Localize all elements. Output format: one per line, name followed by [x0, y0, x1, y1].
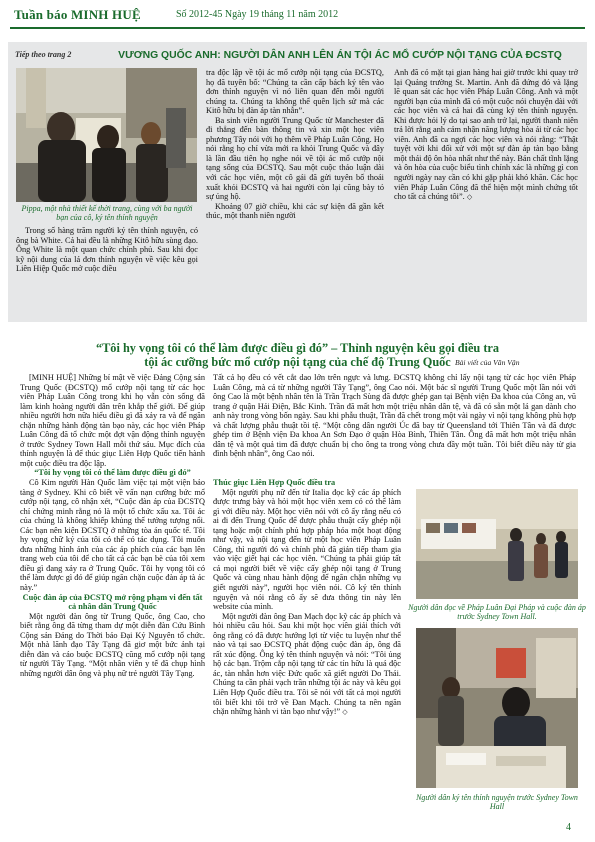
paragraph: Một người đàn ông từ Trung Quốc, ông Cao, cho biết rằng ông đã từng tham dự một diễn đàn Cứu Bình Cộng sản Đảng do Thời báo Đại Kỷ Nguyên tổ chức. Một nhà lãnh đạo Tây Tạng đã giơ một bức ảnh tại diễn đàn và cáo buộc ĐCSTQ cũng mổ cướp nội tạng từ người Tây Tạng. “Một nhân viên y tế đã chụp hình những người dân ông và phụ nữ trẻ người Tây Tạng.	[20, 611, 205, 678]
photo-illustration	[416, 489, 578, 599]
paragraph: Khoảng 07 giờ chiều, khi các sự kiện đã gần kết thúc, một thanh niên người	[206, 201, 384, 221]
paragraph: tra độc lập về tội ác mổ cướp nội tạng của ĐCSTQ, họ đã tuyên bố: “Chúng ta cần cấp bách ký tên vào đơn thỉnh nguyện vì nó liên quan đến mỗi người chúng ta. Chúng ta không thể quên lịch sử mà các Kitô hữu bị đàn áp tàn nhẫn”.	[206, 68, 384, 116]
photo-petition-signing	[16, 68, 197, 202]
paragraph-text: Một người đàn ông Đan Mạch đọc kỹ các áp phích và hỏi nhiều câu hỏi. Sau khi một học viên giải thích với ông rằng có đã được hướng lợi từ việc tu luyện như thế nào và tại sao ĐCSTQ phát động cuộc đàn áp, ông đã rất xúc động. Ông ký tên thỉnh nguyện và nói: “Tôi ủng hộ các bạn. Trộm cắp nội tạng từ các tín hữu là quá độc ác, tàn nhẫn hơn việc Đức quốc xã giết người Do Thái. Chúng ta cần phải vạch trần những tội ác này và kêu gọi Liên Hợp Quốc điều tra. Tôi sẽ nói với tất cả mọi người tôi biết khi tôi trở về Đan Mạch. Chúng ta nên ngăn chặn những hành vi tàn bạo như vậy!”	[213, 611, 401, 717]
paragraph: Trong số hàng trăm người ký tên thỉnh nguyện, có ông bà White. Cả hai đều là những Kitô hữu sùng đạo. Ông White là một quan chức chính phủ. Sau khi đọc kỹ nội dung của lá đơn thỉnh nguyện về việc kêu gọi Liên Hiệp Quốc mở cuộc điều	[16, 226, 198, 274]
paragraph: [MINH HUỆ] Những bí mật về việc Đảng Cộng sản Trung Quốc (ĐCSTQ) mổ cướp nội tạng từ các học viên Pháp Luân Công trong khi họ vẫn còn sống đã làm kinh hoàng người dân trên khắp thế giới. Để giúp nhiều người hơn nữa hiểu điều gì đã xảy ra và để ngăn chặn những hành động tàn bạo này, các học viên Pháp Luân Công đã tổ chức một đợt vận động thỉnh nguyện ở trước Sydney Town Hall mỗi thứ sáu. Mục đích của thỉnh nguyện là để thúc giục Liên Hợp Quốc tiến hành một cuộc điều tra độc lập.	[20, 373, 205, 468]
article-column-uk-1	[16, 226, 198, 274]
photo-caption-posters: Người dân đọc về Pháp Luân Đại Pháp và cuộc đàn áp trước Sydney Town Hall.	[408, 603, 586, 622]
photo-illustration	[416, 628, 578, 788]
paragraph	[394, 68, 578, 203]
article-headline-uk: VƯƠNG QUỐC ANH: NGƯỜI DÂN ANH LÊN ÁN TỘI ÁC MỔ CƯỚP NỘI TẠNG CỦA ĐCSTQ	[118, 50, 562, 61]
photo-poster-display	[416, 489, 578, 599]
issue-info: Số 2012-45 Ngày 19 tháng 11 năm 2012	[176, 9, 339, 20]
end-mark: ◇	[342, 708, 348, 717]
article-column-2-top	[213, 373, 576, 459]
end-mark: ◇	[466, 193, 473, 202]
article-headline-line2: tội ác cưỡng bức mổ cướp nội tạng của chế độ Trung Quốc	[144, 355, 451, 369]
paragraph: Cô Kim người Hàn Quốc làm việc tại một viện bảo tàng ở Sydney. Khi cô biết về vấn nạn cưỡng bức mổ cướp nội tạng, cô nhận xét, “Cuộc đàn áp của ĐCSTQ chỉ chứng minh rằng nó là một tổ chức xấu xa. Tôi ác của chúng là không khiếp khủng thế tưởng tượng nổi. Các bạn nên kiện ĐCSTQ ở những tòa án quốc tế. Tôi hy vọng chữ ký của tôi có thể có tác dụng. Tôi muốn đưa những hình ảnh của các áp phích của các bạn lên trang web của tôi để cho tất cả các bạn bè của tôi xem điều gì đang xảy ra ở Trung Quốc. Tôi hy vọng tôi có thể làm được gì đó để giúp ngăn chặn cuộc đàn áp tà ác này.”	[20, 478, 205, 593]
article-headline-line1: “Tôi hy vọng tôi có thể làm được điều gì đó” – Thỉnh nguyện kêu gọi điều tra	[95, 341, 500, 355]
article-column-uk-2	[206, 68, 384, 221]
paragraph: Một người phụ nữ đến từ Italia đọc kỹ các áp phích được trưng bày và hỏi một học viên xem có có thể làm gì với điều này. Một học viên nói với cô ấy rằng nếu có ai đi đến Trung Quốc để được phẫu thuật cấy ghép nội tạng hoặc một chính phủ hợp pháp hóa một hoạt động như vậy, và nội tạng đến từ một học viên Pháp Luân Công, thì người đó và chính phủ đã gián tiếp tham gia vào việc giết hại các học viên. “Chúng ta phải giúp tất cả mọi người biết về việc cấy ghép nội tạng ở Trung Quốc và cùng nhau hành động để ngăn chặn những vụ giết người này”, người học viên nói. Cô ký tên thỉnh nguyện và nói rằng cô ấy sẽ đưa thông tin này lên website của mình.	[213, 487, 401, 612]
byline: Bài viết của Văn Vận	[455, 358, 520, 367]
continued-label: Tiếp theo trang 2	[15, 50, 72, 59]
article-column-uk-3	[394, 68, 578, 203]
photo-illustration	[16, 68, 197, 202]
article-column-1	[20, 373, 205, 679]
subheading: Thúc giục Liên Hợp Quốc điều tra	[213, 478, 336, 487]
photo-caption-uk: Pippa, một nhà thiết kế thời trang, cùng với ba người bạn của cô, ký tên thỉnh nguyện	[21, 204, 193, 223]
paragraph	[213, 612, 401, 718]
paragraph-text: Anh đã có mặt tại gian hàng hai giờ trước khi quay trở lại Quảng trường St. Martin. Anh đã đứng đó và lặng lẽ quan sát các học viên Pháp Luân Công. Anh và một người bạn của mình đã có một cuộc nói chuyện dài với các học viên và cả hai đã cùng ký tên thỉnh nguyện. Khi được hỏi lý do tại sao anh trở lại, người thanh niên trả lời rằng anh cảm nhận năng lượng hòa ái từ các học viên. Anh đã ca ngợi các học viên và nói rằng: “Thật tuyệt vời khi đối xử với một sự đàn áp tàn bạo bằng một thái độ ôn hòa nhất như thế này. Bản chất tĩnh lặng và ôn hòa của cuộc biểu tình chính xác là những gì con người ngày nay cần có khi gặp phải khó khăn. Các học viên Pháp Luân Công đã thể hiện một mình chứng tốt cho tất cả chúng tôi”.	[394, 68, 578, 202]
article-column-2	[213, 478, 401, 718]
subheading: “Tôi hy vọng tôi có thể làm được điều gì đó”	[34, 468, 191, 478]
header-rule	[10, 27, 585, 29]
newspaper-title: Tuần báo MINH HUỆ	[14, 7, 141, 22]
paragraph: Tất cả họ đều có vết cắt dao lớn trên ngực và lưng. ĐCSTQ không chỉ lấy nội tạng từ các học viên Pháp Luân Công, mà cả từ những người Tây Tạng”, ông Cao nói. Một bác sĩ người Trung Quốc một lần nói với ông Cao là một bệnh nhân tên là Trần Trạch Sùng đã được ghép gan tại Bệnh viện Đa khoa của Công an, vũ trang ở quận Hải Điện, Bắc Kinh. Trần đã mất hơn một triệu nhân dân tệ, và đã có sẵn một lá gan dành cho anh này trong vòng bốn ngày. Sau khi phẫu thuật, Trần đã chết trong một vài ngày vì nội tạng không phù hợp và chất lượng phẫu thuật tồi tệ. “Một công dân người Úc đã bay từ Queensland tới Thiên Tân và đã được ghép tim ở Bệnh viện Đa khoa An Sơn Đạo ở quận Hòa Bình, Thiên Tân. Ông đã mất hơn một triệu nhân dân tệ và một quả tim đã được chuẩn bị cho ông ta trong vòng chưa đầy một tuần. Tôi biết điều này từ gia đình bệnh nhân”, ông Cao nói.	[213, 373, 576, 459]
photo-signing-table	[416, 628, 578, 788]
page-number: 4	[566, 822, 571, 833]
paragraph: Ba sinh viên người Trung Quốc từ Manchester đã đi thẳng đến bàn thông tin và xin một học viên phương Tây nói với họ thêm về Pháp Luân Công. Họ nói rằng họ chỉ vừa mới ra khỏi Trung Quốc và đây là lần đầu tiên họ nghe nói về tội ác mổ cướp nội tạng sống của ĐCSTQ. Sau một cuộc thảo luận dài với các học viên, một cô gái đã gửi tuyên bố thoái xuất khỏi ĐCSTQ và hai người còn lại cũng bày tỏ sự ủng hộ.	[206, 115, 384, 202]
subheading: Cuộc đàn áp của ĐCSTQ mở rộng phạm vi đến tất cả nhân dân Trung Quốc	[22, 592, 203, 612]
photo-caption-signing: Người dân ký tên thỉnh nguyện trước Sydney Town Hall	[416, 793, 578, 812]
